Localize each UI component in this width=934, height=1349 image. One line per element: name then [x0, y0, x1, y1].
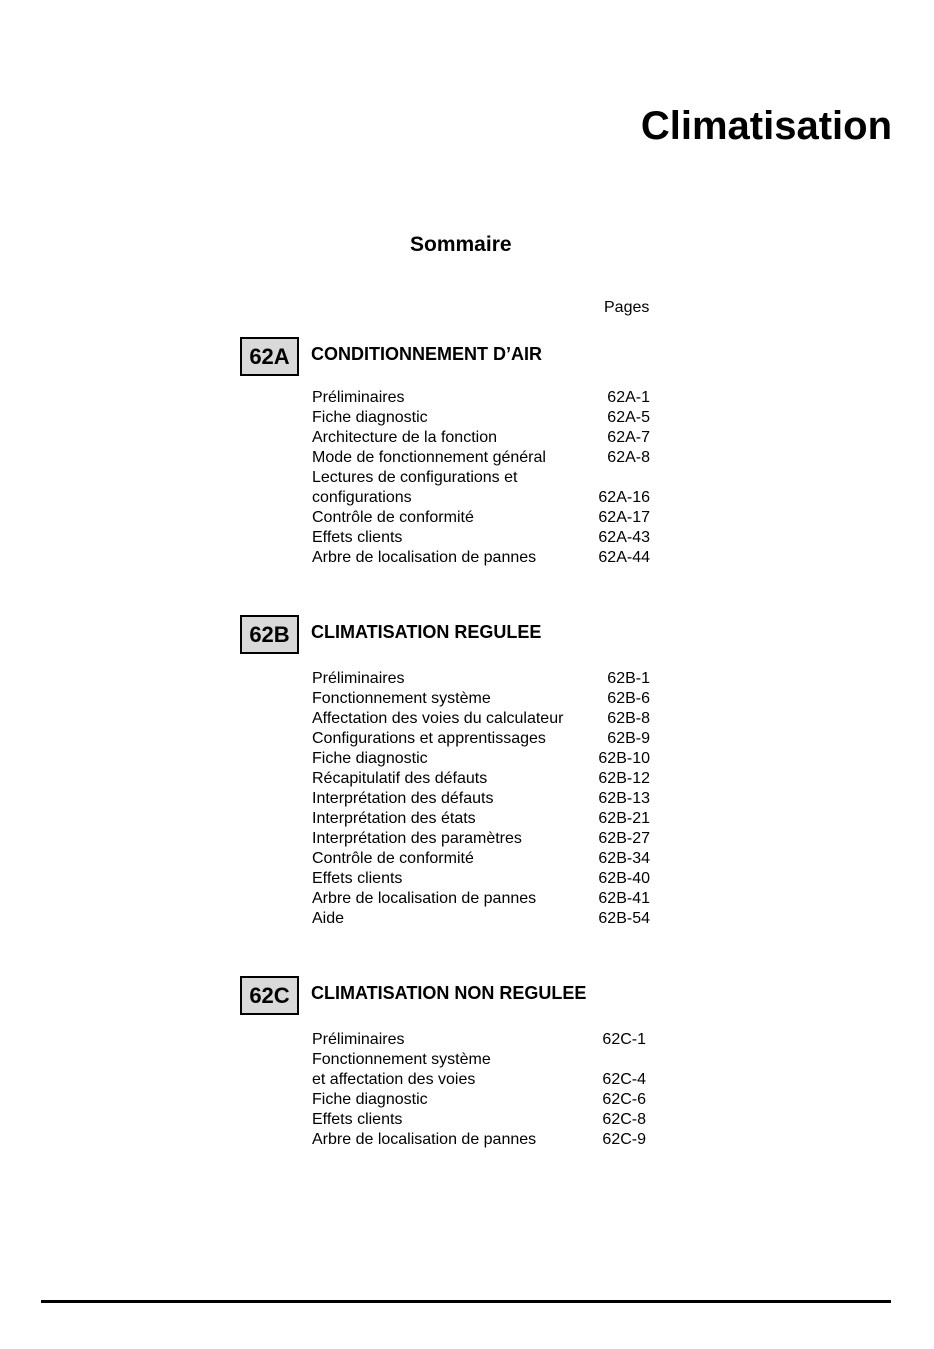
entry-label: Contrôle de conformité	[312, 850, 474, 867]
entry-page: 62B-21	[598, 810, 650, 827]
entry-page: 62C-8	[602, 1111, 646, 1128]
toc-entry[interactable]	[312, 468, 650, 488]
toc-entry[interactable]	[312, 448, 650, 468]
toc-entry[interactable]	[312, 849, 650, 869]
toc-entry[interactable]	[312, 1050, 646, 1070]
entry-label: Fonctionnement système	[312, 1051, 491, 1068]
entry-label: Arbre de localisation de pannes	[312, 890, 537, 907]
entry-label: Préliminaires	[312, 670, 405, 687]
entry-page: 62A-44	[598, 549, 650, 566]
entry-label: Interprétation des états	[312, 810, 476, 827]
entry-page: 62B-10	[598, 750, 650, 767]
pages-column-label: Pages	[604, 299, 650, 316]
entry-label: Effets clients	[312, 1111, 403, 1128]
contents-heading: Sommaire	[410, 233, 512, 256]
toc-entry[interactable]	[312, 408, 650, 428]
entry-page: 62B-13	[598, 790, 650, 807]
toc-entry[interactable]	[312, 909, 650, 929]
toc-entry[interactable]	[312, 488, 650, 508]
toc-entry[interactable]	[312, 1030, 646, 1050]
toc-entry[interactable]	[312, 1070, 646, 1090]
entry-label: Récapitulatif des défauts	[312, 770, 488, 787]
entry-label: configurations	[312, 489, 412, 506]
entry-label: Arbre de localisation de pannes	[312, 1131, 537, 1148]
section-code-badge: 62A	[240, 337, 299, 376]
section-code-badge: 62B	[240, 615, 299, 654]
entry-label: Préliminaires	[312, 1031, 405, 1048]
entry-label: Architecture de la fonction	[312, 429, 497, 446]
entry-page: 62B-40	[598, 870, 650, 887]
toc-entry[interactable]	[312, 669, 650, 689]
entry-label: Affectation des voies du calculateur	[312, 710, 564, 727]
entry-page: 62B-1	[607, 670, 650, 687]
entry-page: 62B-8	[607, 710, 650, 727]
page-title: Climatisation	[640, 104, 892, 148]
entry-label: et affectation des voies	[312, 1071, 476, 1088]
entry-label: Préliminaires	[312, 389, 405, 406]
entry-label: Effets clients	[312, 870, 403, 887]
entry-label: Interprétation des paramètres	[312, 830, 522, 847]
entry-page: 62B-12	[598, 770, 650, 787]
footer-rule	[41, 1300, 891, 1303]
section-entries	[312, 388, 650, 568]
entry-label: Fiche diagnostic	[312, 750, 428, 767]
toc-entry[interactable]	[312, 428, 650, 448]
entry-label: Interprétation des défauts	[312, 790, 494, 807]
section-title: CONDITIONNEMENT D’AIR	[311, 344, 542, 364]
entry-page: 62A-8	[607, 449, 650, 466]
entry-page: 62C-1	[602, 1031, 646, 1048]
entry-page: 62B-9	[607, 730, 650, 747]
toc-entry[interactable]	[312, 789, 650, 809]
entry-page: 62C-4	[602, 1071, 646, 1088]
toc-entry[interactable]	[312, 388, 650, 408]
entry-page: 62A-1	[607, 389, 650, 406]
section-entries	[312, 1030, 646, 1150]
entry-label: Lectures de configurations et	[312, 469, 518, 486]
toc-entry[interactable]	[312, 889, 650, 909]
entry-page: 62A-7	[607, 429, 650, 446]
toc-entry[interactable]	[312, 829, 650, 849]
entry-label: Mode de fonctionnement général	[312, 449, 546, 466]
entry-page: 62A-16	[598, 489, 650, 506]
section-code-badge: 62C	[240, 976, 299, 1015]
entry-label: Effets clients	[312, 529, 403, 546]
entry-label: Fiche diagnostic	[312, 1091, 428, 1108]
entry-page: 62B-41	[598, 890, 650, 907]
toc-entry[interactable]	[312, 548, 650, 568]
toc-entry[interactable]	[312, 528, 650, 548]
entry-label: Aide	[312, 910, 345, 927]
entry-page: 62B-34	[598, 850, 650, 867]
section-title: CLIMATISATION NON REGULEE	[311, 983, 587, 1003]
entry-page: 62C-9	[602, 1131, 646, 1148]
toc-entry[interactable]	[312, 508, 650, 528]
entry-page: 62B-54	[598, 910, 650, 927]
toc-entry[interactable]	[312, 689, 650, 709]
entry-page: 62C-6	[602, 1091, 646, 1108]
toc-entry[interactable]	[312, 1110, 646, 1130]
toc-entry[interactable]	[312, 1130, 646, 1150]
toc-entry[interactable]	[312, 709, 650, 729]
toc-entry[interactable]	[312, 769, 650, 789]
entry-label: Contrôle de conformité	[312, 509, 474, 526]
entry-page: 62A-5	[607, 409, 650, 426]
entry-label: Fonctionnement système	[312, 690, 491, 707]
toc-entry[interactable]	[312, 809, 650, 829]
entry-page: 62A-43	[598, 529, 650, 546]
section-entries	[312, 669, 650, 929]
entry-label: Configurations et apprentissages	[312, 730, 546, 747]
entry-label: Arbre de localisation de pannes	[312, 549, 537, 566]
entry-page: 62A-17	[598, 509, 650, 526]
entry-label: Fiche diagnostic	[312, 409, 428, 426]
toc-entry[interactable]	[312, 749, 650, 769]
toc-entry[interactable]	[312, 729, 650, 749]
entry-page: 62B-6	[607, 690, 650, 707]
entry-page: 62B-27	[598, 830, 650, 847]
toc-entry[interactable]	[312, 1090, 646, 1110]
toc-entry[interactable]	[312, 869, 650, 889]
section-title: CLIMATISATION REGULEE	[311, 622, 542, 642]
